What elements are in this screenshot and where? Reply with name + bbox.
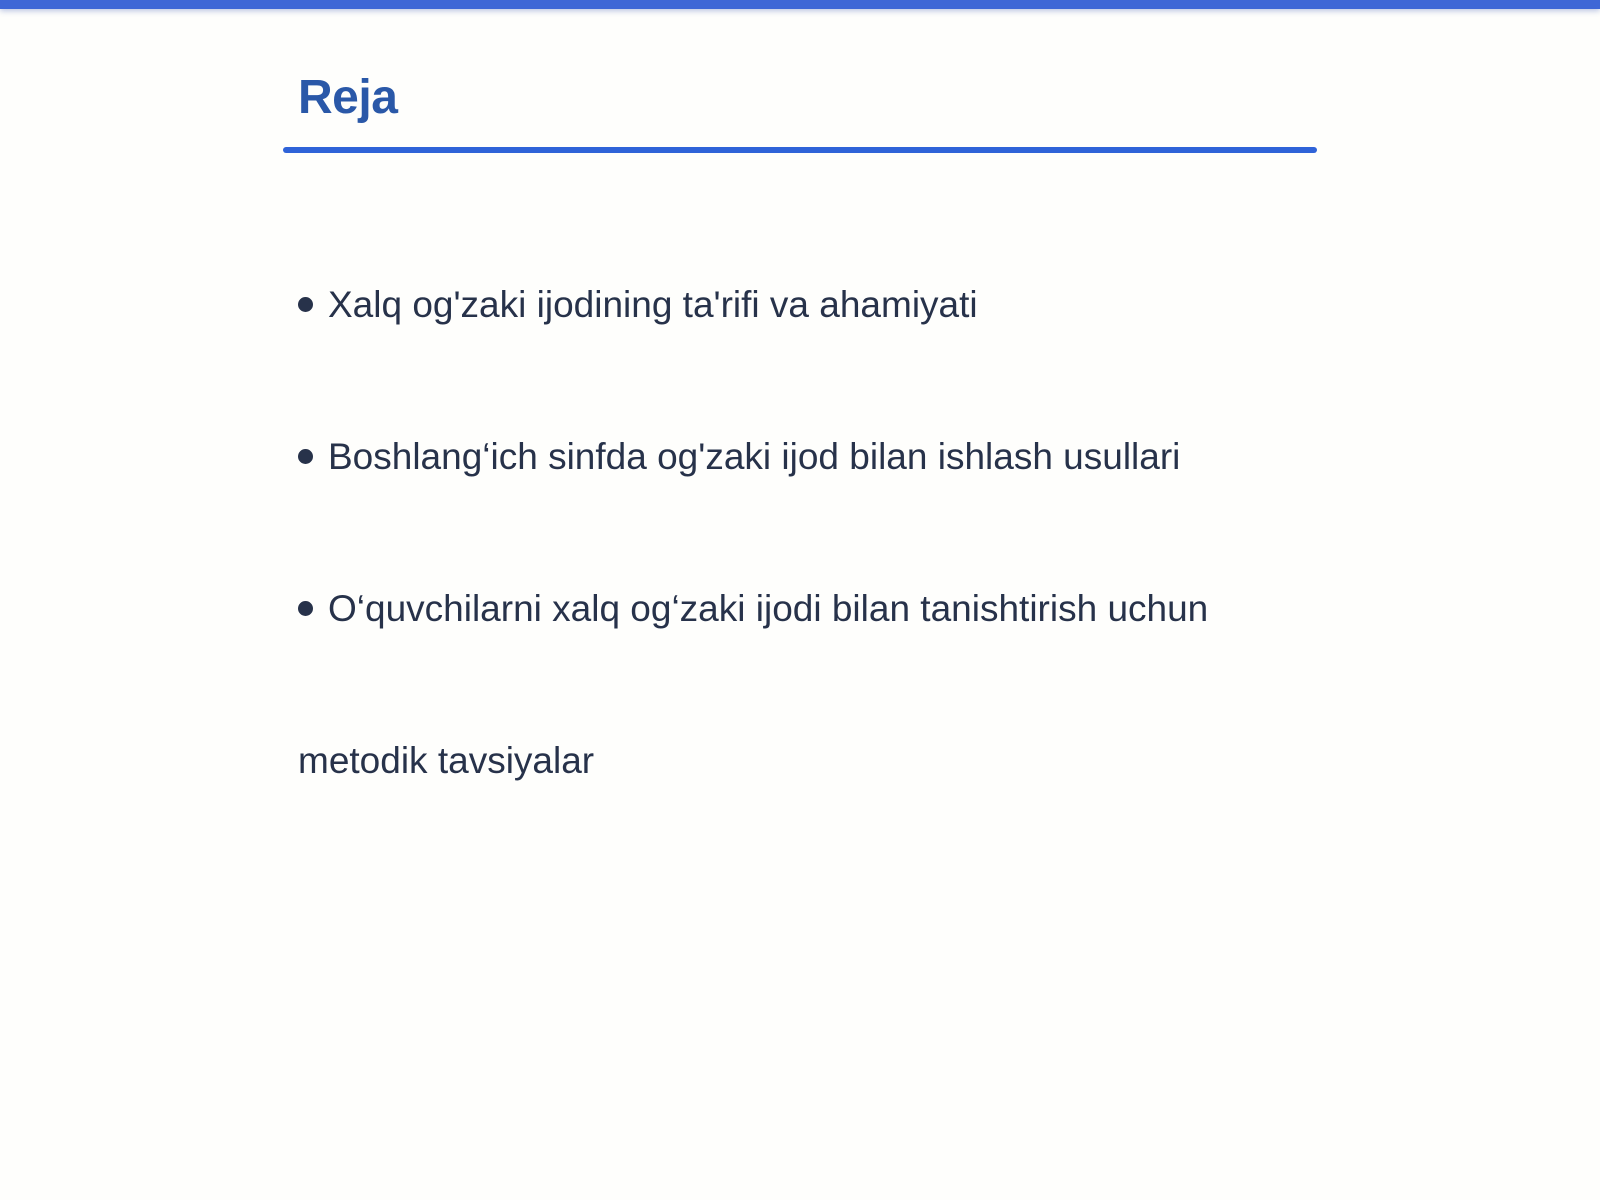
agenda-item-text: Xalq og'zaki ijodining ta'rifi va ahamiyati — [328, 284, 978, 325]
agenda-item-text: O‘quvchilarni xalq og‘zaki ijodi bilan tanishtirish uchun — [328, 588, 1209, 629]
title-underline — [283, 147, 1317, 153]
bullet-icon — [298, 449, 313, 464]
agenda-item-text: metodik tavsiyalar — [298, 740, 595, 781]
slide-title: Reja — [298, 71, 398, 124]
agenda-item-continuation — [298, 738, 594, 784]
agenda-item — [298, 434, 1180, 480]
bullet-icon — [298, 297, 313, 312]
agenda-item — [298, 282, 978, 328]
agenda-item — [298, 586, 1208, 632]
top-accent-bar — [0, 0, 1600, 9]
bullet-icon — [298, 601, 313, 616]
agenda-item-text: Boshlang‘ich sinfda og'zaki ijod bilan ishlash usullari — [328, 436, 1181, 477]
